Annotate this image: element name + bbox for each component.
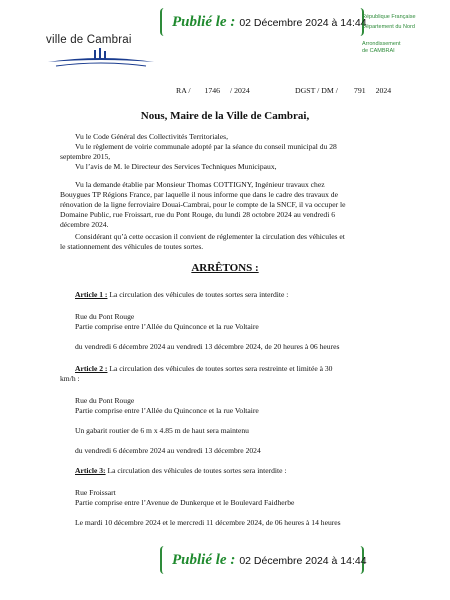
article-3-street: Rue Froissart (75, 488, 116, 497)
header-right (362, 14, 442, 55)
ra-label: RA / (176, 86, 191, 95)
article-2-section: Partie comprise entre l’Allée du Quinconce et la rue Voltaire (75, 406, 259, 415)
visa-line-4: Vu l’avis de M. le Directeur des Services Techniques Municipaux, (75, 162, 277, 171)
article-1-period: du vendredi 6 décembre 2024 au vendredi 13 décembre 2024, de 20 heures à 06 heures (75, 342, 340, 351)
header-departement: Département du Nord (362, 24, 415, 30)
ra-number: 1746 (204, 86, 221, 95)
logo-emblem-icon (46, 48, 156, 70)
article-2-label: Article 2 : (75, 364, 108, 373)
reference-line-dgst (295, 86, 391, 95)
demande-line-5: décembre 2024. (60, 220, 109, 229)
article-1 (75, 290, 415, 299)
demande-line-2: Bouygues TP Régions France, par laquelle il nous informe que dans le cadre des travaux de (60, 190, 338, 199)
article-3-label: Article 3: (75, 466, 106, 475)
dgst-number: 791 (353, 86, 366, 95)
logo-text: ville de Cambrai (46, 34, 132, 46)
stamp-label-bottom: Publié le : (172, 552, 236, 568)
dgst-year: 2024 (375, 86, 392, 95)
publication-stamp-top (160, 8, 367, 36)
city-logo (46, 34, 156, 70)
visa-line-1: Vu le Code Général des Collectivités Territoriales, (75, 132, 229, 141)
dgst-label: DGST / DM / (295, 86, 338, 95)
article-2-text: La circulation des véhicules de toutes sortes sera restreinte et limitée à 30 (107, 364, 333, 373)
article-3 (75, 466, 415, 475)
page-title: Nous, Maire de la Ville de Cambrai, (140, 110, 310, 122)
stamp-date: 02 Décembre 2024 à 14:44 (239, 17, 367, 29)
ra-year: / 2024 (230, 86, 250, 95)
header-cambrai: de CAMBRAI (362, 48, 395, 54)
visa-line-2: Vu le règlement de voirie communale adopté par la séance du conseil municipal du 28 (75, 142, 337, 151)
visa-line-3: septembre 2015, (60, 152, 111, 161)
demande-line-3: rénovation de la ligne ferroviaire Douai-Cambrai, pour le compte de la SNCF, il va occuper le (60, 200, 346, 209)
stamp-label: Publié le : (172, 14, 236, 30)
article-3-period: Le mardi 10 décembre 2024 et le mercredi 11 décembre 2024, de 06 heures à 14 heures (75, 518, 341, 527)
article-3-text: La circulation des véhicules de toutes sortes sera interdite : (105, 466, 287, 475)
article-2-gabarit: Un gabarit routier de 6 m x 4.85 m de haut sera maintenu (75, 426, 249, 435)
header-arrondissement: Arrondissement (362, 41, 401, 47)
article-1-section: Partie comprise entre l’Allée du Quinconce et la rue Voltaire (75, 322, 259, 331)
article-1-text: La circulation des véhicules de toutes sortes sera interdite : (107, 290, 289, 299)
article-2 (75, 364, 415, 373)
considerant-line-2: le stationnement des véhicules de toutes sortes. (60, 242, 204, 251)
demande-line-1: Vu la demande établie par Monsieur Thomas COTTIGNY, Ingénieur travaux chez (75, 180, 325, 189)
article-1-label: Article 1 : (75, 290, 108, 299)
article-3-section: Partie comprise entre l’Avenue de Dunkerque et le Boulevard Faidherbe (75, 498, 295, 507)
header-republique: République Française (362, 14, 416, 20)
considerant-line-1: Considérant qu’à cette occasion il convient de réglementer la circulation des véhicules et (75, 232, 345, 241)
demande-line-4: Domaine Public, rue Froissart, rue du Pont Rouge, du lundi 28 octobre 2024 au vendredi 6 (60, 210, 336, 219)
article-1-street: Rue du Pont Rouge (75, 312, 135, 321)
article-2-period: du vendredi 6 décembre 2024 au vendredi 13 décembre 2024 (75, 446, 261, 455)
publication-stamp-bottom (160, 546, 367, 574)
article-2-text-2: km/h : (60, 374, 80, 383)
arretons-heading: ARRÊTONS : (191, 262, 259, 274)
stamp-date-bottom: 02 Décembre 2024 à 14:44 (239, 555, 367, 567)
reference-line (176, 86, 250, 95)
article-2-street: Rue du Pont Rouge (75, 396, 135, 405)
